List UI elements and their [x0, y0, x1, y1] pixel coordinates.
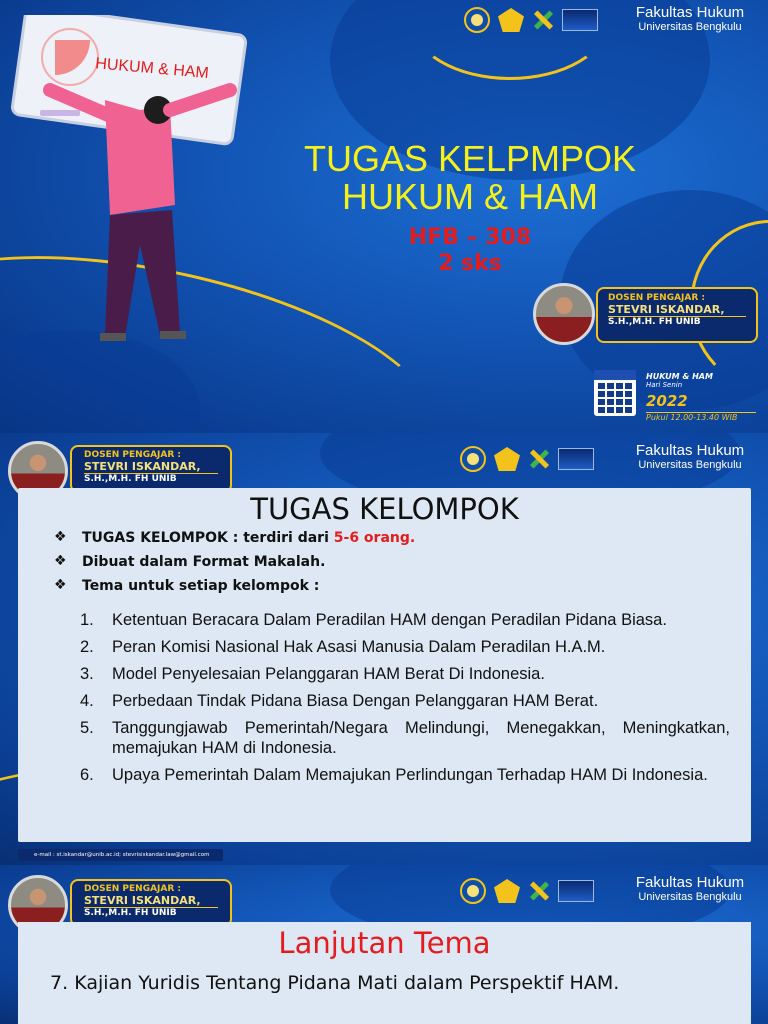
faculty-name: Fakultas Hukum	[635, 442, 745, 459]
cover-title	[255, 140, 685, 216]
topic-item	[50, 972, 619, 994]
schedule-course: HUKUM & HAM	[646, 372, 713, 381]
lecturer-degree: S.H.,M.H.	[84, 908, 132, 918]
campus-logo-icon	[532, 9, 554, 31]
topic-text: Kajian Yuridis Tentang Pidana Mati dalam Perspektif HAM.	[74, 972, 620, 994]
diamond-bullet-icon: ❖	[54, 577, 67, 593]
course-credits: 2 sks	[438, 251, 502, 276]
lecturer-label: DOSEN PENGAJAR :	[84, 884, 182, 894]
bullet-list	[54, 530, 734, 602]
kampus-merdeka-logo-icon	[558, 448, 594, 470]
bullet-item: ❖ TUGAS KELOMPOK : terdiri dari 5-6 orang.	[54, 529, 416, 546]
crest-logo-icon	[494, 879, 520, 903]
lecturer-label: DOSEN PENGAJAR :	[608, 293, 706, 303]
topic-list	[80, 610, 730, 792]
lecturer-card	[596, 287, 758, 343]
campus-logo-icon	[528, 448, 550, 470]
schedule-block	[592, 368, 760, 428]
lecturer-card	[70, 445, 232, 493]
slide-cover	[0, 0, 768, 433]
unib-logo-icon	[460, 878, 486, 904]
lecturer-affiliation: FH UNIB	[134, 474, 177, 484]
university-name: Universitas Bengkulu	[638, 21, 742, 33]
crest-logo-icon	[494, 447, 520, 471]
faculty-header	[620, 442, 760, 471]
header-logos	[460, 446, 594, 472]
lecturer-avatar	[533, 283, 595, 345]
unib-logo-icon	[460, 446, 486, 472]
topic-number: 7.	[50, 972, 69, 994]
lecturer-label: DOSEN PENGAJAR :	[84, 450, 182, 460]
title-line1: TUGAS KELPMPOK	[303, 138, 637, 179]
contact-email: e-mail : st.iskandar@unib.ac.id; stevrisiskandar.law@gmail.com	[18, 849, 223, 861]
header-logos	[460, 878, 594, 904]
bullet-item: ❖ Dibuat dalam Format Makalah.	[54, 553, 326, 570]
board-label: HUKUM & HAM	[94, 55, 210, 83]
faculty-name: Fakultas Hukum	[635, 4, 745, 21]
kampus-merdeka-logo-icon	[558, 880, 594, 902]
lecturer-name: STEVRI ISKANDAR,	[84, 460, 218, 474]
lecturer-affiliation: FH UNIB	[658, 317, 701, 327]
university-name: Universitas Bengkulu	[638, 891, 742, 903]
bullet-item: ❖ Tema untuk setiap kelompok :	[54, 577, 320, 594]
diamond-bullet-icon: ❖	[54, 529, 67, 545]
lecturer-name: STEVRI ISKANDAR,	[608, 303, 746, 317]
crest-logo-icon	[498, 8, 524, 32]
topic-item: 4. Perbedaan Tindak Pidana Biasa Dengan Pelanggaran HAM Berat.	[80, 692, 599, 710]
topic-item: 6. Upaya Pemerintah Dalam Memajukan Perlindungan Terhadap HAM Di Indonesia.	[80, 766, 708, 784]
content-panel	[18, 488, 751, 842]
kampus-merdeka-logo-icon	[562, 9, 598, 31]
course-code: HFB – 308	[408, 225, 532, 250]
lecturer-card	[70, 879, 232, 927]
slide-continuation	[0, 865, 768, 1024]
lecturer-name: STEVRI ISKANDAR,	[84, 894, 218, 908]
content-panel	[18, 922, 751, 1024]
slide-title: TUGAS KELOMPOK	[250, 492, 519, 526]
slide-title: Lanjutan Tema	[278, 926, 491, 960]
topic-item: 1. Ketentuan Beracara Dalam Peradilan HAM dengan Peradilan Pidana Biasa.	[80, 611, 667, 629]
schedule-time: Pukul 12.00-13.40 WIB	[646, 412, 756, 422]
calendar-icon	[594, 370, 636, 416]
schedule-year: 2022	[646, 392, 688, 410]
diamond-bullet-icon: ❖	[54, 553, 67, 569]
faculty-name: Fakultas Hukum	[635, 874, 745, 891]
slide-assignment	[0, 433, 768, 865]
lecturer-degree: S.H.,M.H.	[84, 474, 132, 484]
header-logos	[464, 7, 598, 33]
title-line2: HUKUM & HAM	[341, 176, 598, 217]
faculty-header	[620, 4, 760, 33]
faculty-header	[620, 874, 760, 903]
course-code-block	[340, 225, 600, 277]
lecturer-affiliation: FH UNIB	[134, 908, 177, 918]
schedule-day: Hari Senin	[646, 381, 683, 389]
topic-item: 2. Peran Komisi Nasional Hak Asasi Manusia Dalam Peradilan H.A.M.	[80, 638, 606, 656]
university-name: Universitas Bengkulu	[638, 459, 742, 471]
unib-logo-icon	[464, 7, 490, 33]
person-holding-board-illustration	[10, 15, 250, 360]
lecturer-degree: S.H.,M.H.	[608, 317, 656, 327]
campus-logo-icon	[528, 880, 550, 902]
topic-item: 5. Tanggungjawab Pemerintah/Negara Melindungi, Menegakkan, Meningkatkan, memajukan HAM di Indonesia.	[80, 719, 730, 757]
topic-item: 3. Model Penyelesaian Pelanggaran HAM Berat Di Indonesia.	[80, 665, 545, 683]
